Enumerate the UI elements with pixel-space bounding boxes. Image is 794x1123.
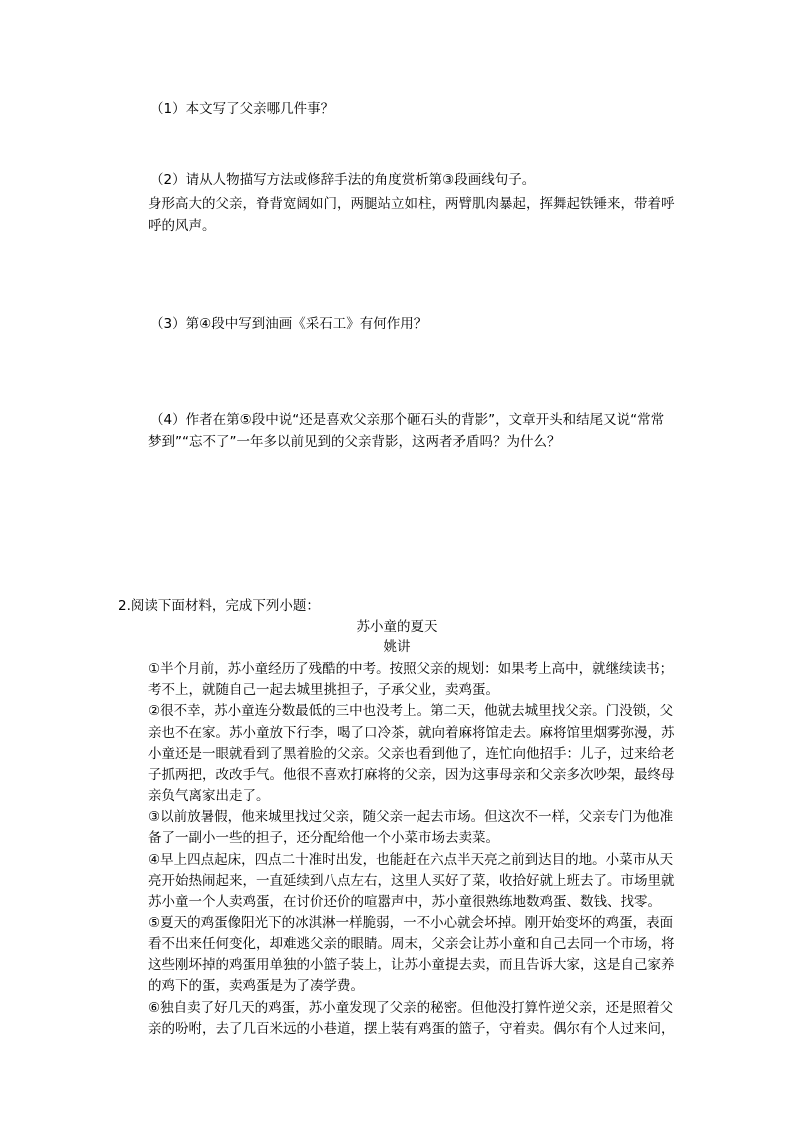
passage-line: 亮开始热闹起来，一直延续到八点左右，这里人买好了菜，收拾好就上班去了。市场里就 <box>148 873 675 889</box>
question-4-line-2: 梦到”“忘不了”一年多以前见到的父亲背影，这两者矛盾吗？为什么？ <box>148 434 561 450</box>
passage-line: 亲也不在家。苏小童放下行李，喝了口冷茶，就向着麻将馆走去。麻将馆里烟雾弥漫，苏 <box>148 725 675 741</box>
passage-line: 苏小童一个人卖鸡蛋，在讨价还价的喧嚣声中，苏小童很熟练地数鸡蛋、数钱、找零。 <box>148 894 661 910</box>
passage-line: 看不出来任何变化，却难逃父亲的眼睛。周末，父亲会让苏小童和自己去同一个市场，将 <box>148 936 675 952</box>
passage-line: 小童还是一眼就看到了黑着脸的父亲。父亲也看到他了，连忙向他招手：儿子，过来给老 <box>148 746 675 762</box>
passage-line: 的鸡下的蛋，卖鸡蛋是为了凑学费。 <box>148 978 364 994</box>
passage-line: 这些刚坏掉的鸡蛋用单独的小篮子装上，让苏小童提去卖，而且告诉大家，这是自己家养 <box>148 957 675 973</box>
passage-line: ⑥独自卖了好几天的鸡蛋，苏小童发现了父亲的秘密。但他没打算忤逆父亲，还是照着父 <box>148 1000 674 1016</box>
passage-line: ②很不幸，苏小童连分数最低的三中也没考上。第二天，他就去城里找父亲。门没锁，父 <box>148 703 674 719</box>
passage-line: ④早上四点起床，四点二十准时出发，也能赶在六点半天亮之前到达目的地。小菜市从天 <box>148 852 674 868</box>
passage-line: 考不上，就随自己一起去城里挑担子，子承父业，卖鸡蛋。 <box>148 682 499 698</box>
section-2-instruction: 2.阅读下面材料，完成下列小题： <box>118 598 320 614</box>
passage-line: 亲负气离家出走了。 <box>148 788 270 804</box>
question-3: （3）第④段中写到油画《采石工》有何作用？ <box>150 316 428 332</box>
passage-author: 姚讲 <box>383 639 411 655</box>
passage-line: 子抓两把，改改手气。他很不喜欢打麻将的父亲，因为这事母亲和父亲多次吵架，最终母 <box>148 767 675 783</box>
question-1: （1）本文写了父亲哪几件事？ <box>150 101 335 117</box>
passage-line: ①半个月前，苏小童经历了残酷的中考。按照父亲的规划：如果考上高中，就继续读书； <box>148 661 674 677</box>
passage-line: 亲的吩咐，去了几百米远的小巷道，摆上装有鸡蛋的篮子，守着卖。偶尔有个人过来问， <box>148 1021 675 1037</box>
passage-title: 苏小童的夏天 <box>356 619 438 635</box>
question-2: （2）请从人物描写方法或修辞手法的角度赏析第③段画线句子。 <box>150 172 536 188</box>
passage-line: ③以前放暑假，他来城里找过父亲，随父亲一起去市场。但这次不一样，父亲专门为他准 <box>148 809 674 825</box>
passage-line: 备了一副小一些的担子，还分配给他一个小菜市场去卖菜。 <box>148 830 499 846</box>
question-2-quote-line-1: 身形高大的父亲，脊背宽阔如门，两腿站立如柱，两臂肌肉暴起，挥舞起铁锤来，带着呼 <box>148 196 675 212</box>
question-2-quote-line-2: 呼的风声。 <box>148 218 216 234</box>
passage-line: ⑤夏天的鸡蛋像阳光下的冰淇淋一样脆弱，一不小心就会坏掉。刚开始变坏的鸡蛋，表面 <box>148 915 674 931</box>
question-4-line-1: （4）作者在第⑤段中说“还是喜欢父亲那个砸石头的背影”，文章开头和结尾又说“常常 <box>150 412 665 428</box>
